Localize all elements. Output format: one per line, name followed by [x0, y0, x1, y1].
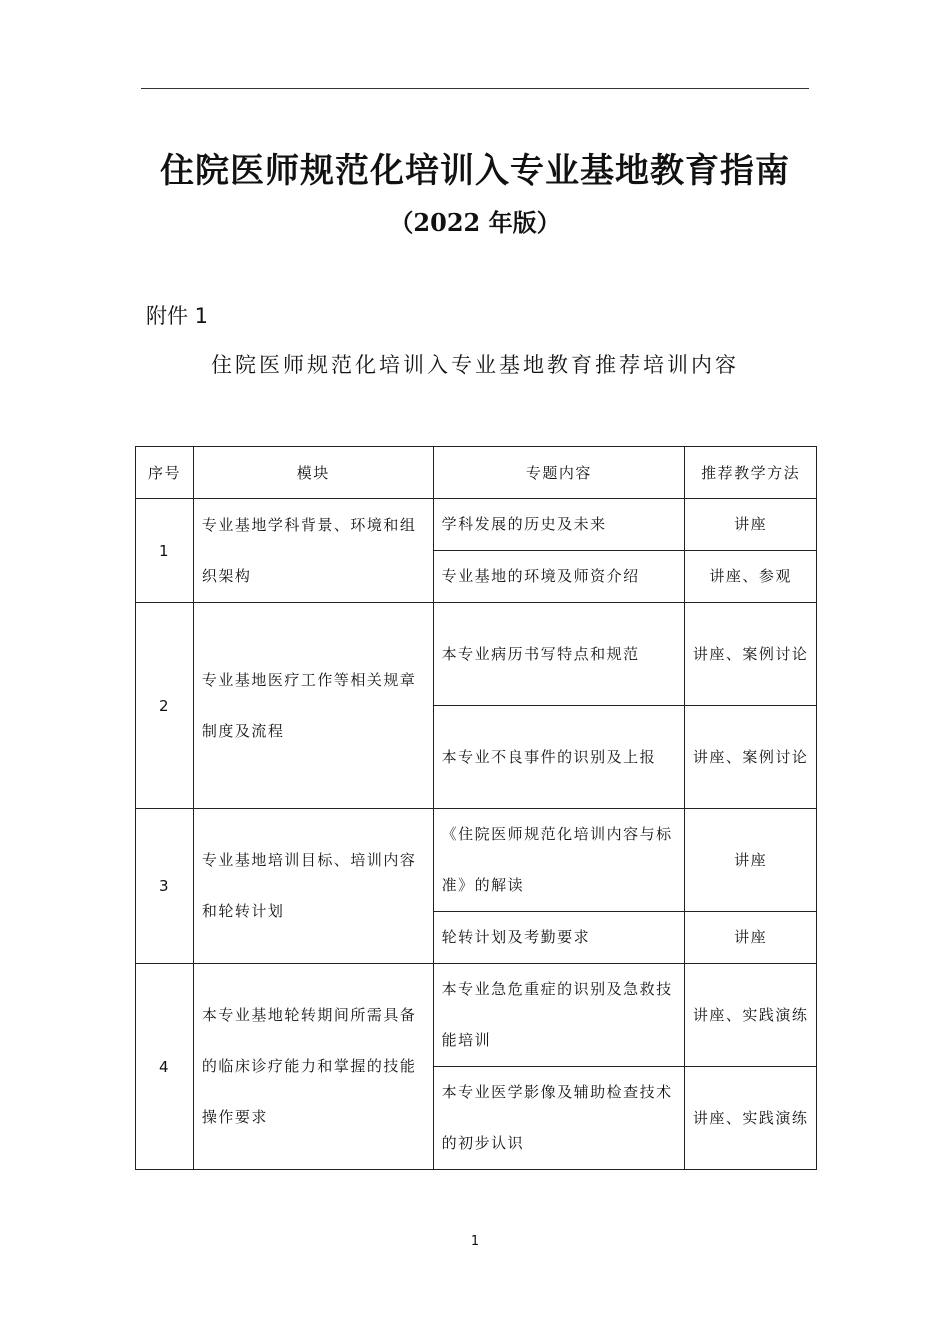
edition-label: （2022 年版） [389, 208, 561, 237]
training-content-table [135, 446, 817, 1170]
table-row [136, 809, 817, 912]
method-cell: 讲座 [685, 809, 817, 912]
method-cell: 讲座、案例讨论 [685, 603, 817, 706]
header-rule [141, 88, 809, 89]
module-cell [193, 603, 433, 809]
module-text: 专业基地学科背景、环境和组织架构 [201, 515, 417, 585]
header-cell-module: 模块 [193, 447, 433, 499]
topic-cell: 本专业病历书写特点和规范 [433, 603, 685, 706]
module-cell [193, 964, 433, 1170]
method-cell: 讲座、实践演练 [685, 1067, 817, 1170]
header-cell-method: 推荐教学方法 [685, 447, 817, 499]
method-cell: 讲座 [685, 499, 817, 551]
row-number: 2 [136, 603, 194, 809]
module-text: 本专业基地轮转期间所需具备的临床诊疗能力和掌握的技能操作要求 [201, 1006, 417, 1126]
topic-cell: 轮转计划及考勤要求 [433, 912, 685, 964]
topic-cell: 本专业不良事件的识别及上报 [433, 706, 685, 809]
table-row [136, 499, 817, 551]
module-cell [193, 499, 433, 603]
row-number: 4 [136, 964, 194, 1170]
page-number: 1 [470, 1234, 480, 1249]
header-cell-topic: 专题内容 [433, 447, 685, 499]
module-text: 专业基地培训目标、培训内容和轮转计划 [201, 851, 417, 920]
topic-cell: 本专业急危重症的识别及急救技能培训 [433, 964, 685, 1067]
row-number: 3 [136, 809, 194, 964]
table-header-row [136, 447, 817, 499]
topic-cell: 本专业医学影像及辅助检查技术的初步认识 [433, 1067, 685, 1170]
header-cell-number: 序号 [136, 447, 194, 499]
table-row [136, 603, 817, 706]
topic-cell: 专业基地的环境及师资介绍 [433, 551, 685, 603]
table-row [136, 964, 817, 1067]
topic-cell: 学科发展的历史及未来 [433, 499, 685, 551]
attachment-label: 附件 1 [146, 304, 209, 328]
module-text: 专业基地医疗工作等相关规章制度及流程 [201, 670, 417, 740]
method-cell: 讲座、案例讨论 [685, 706, 817, 809]
method-cell: 讲座、参观 [685, 551, 817, 603]
method-cell: 讲座 [685, 912, 817, 964]
main-title: 住院医师规范化培训入专业基地教育指南 [160, 151, 790, 191]
module-cell [193, 809, 433, 964]
method-cell: 讲座、实践演练 [685, 964, 817, 1067]
topic-cell: 《住院医师规范化培训内容与标准》的解读 [433, 809, 685, 912]
section-subtitle: 住院医师规范化培训入专业基地教育推荐培训内容 [211, 353, 739, 377]
row-number: 1 [136, 499, 194, 603]
